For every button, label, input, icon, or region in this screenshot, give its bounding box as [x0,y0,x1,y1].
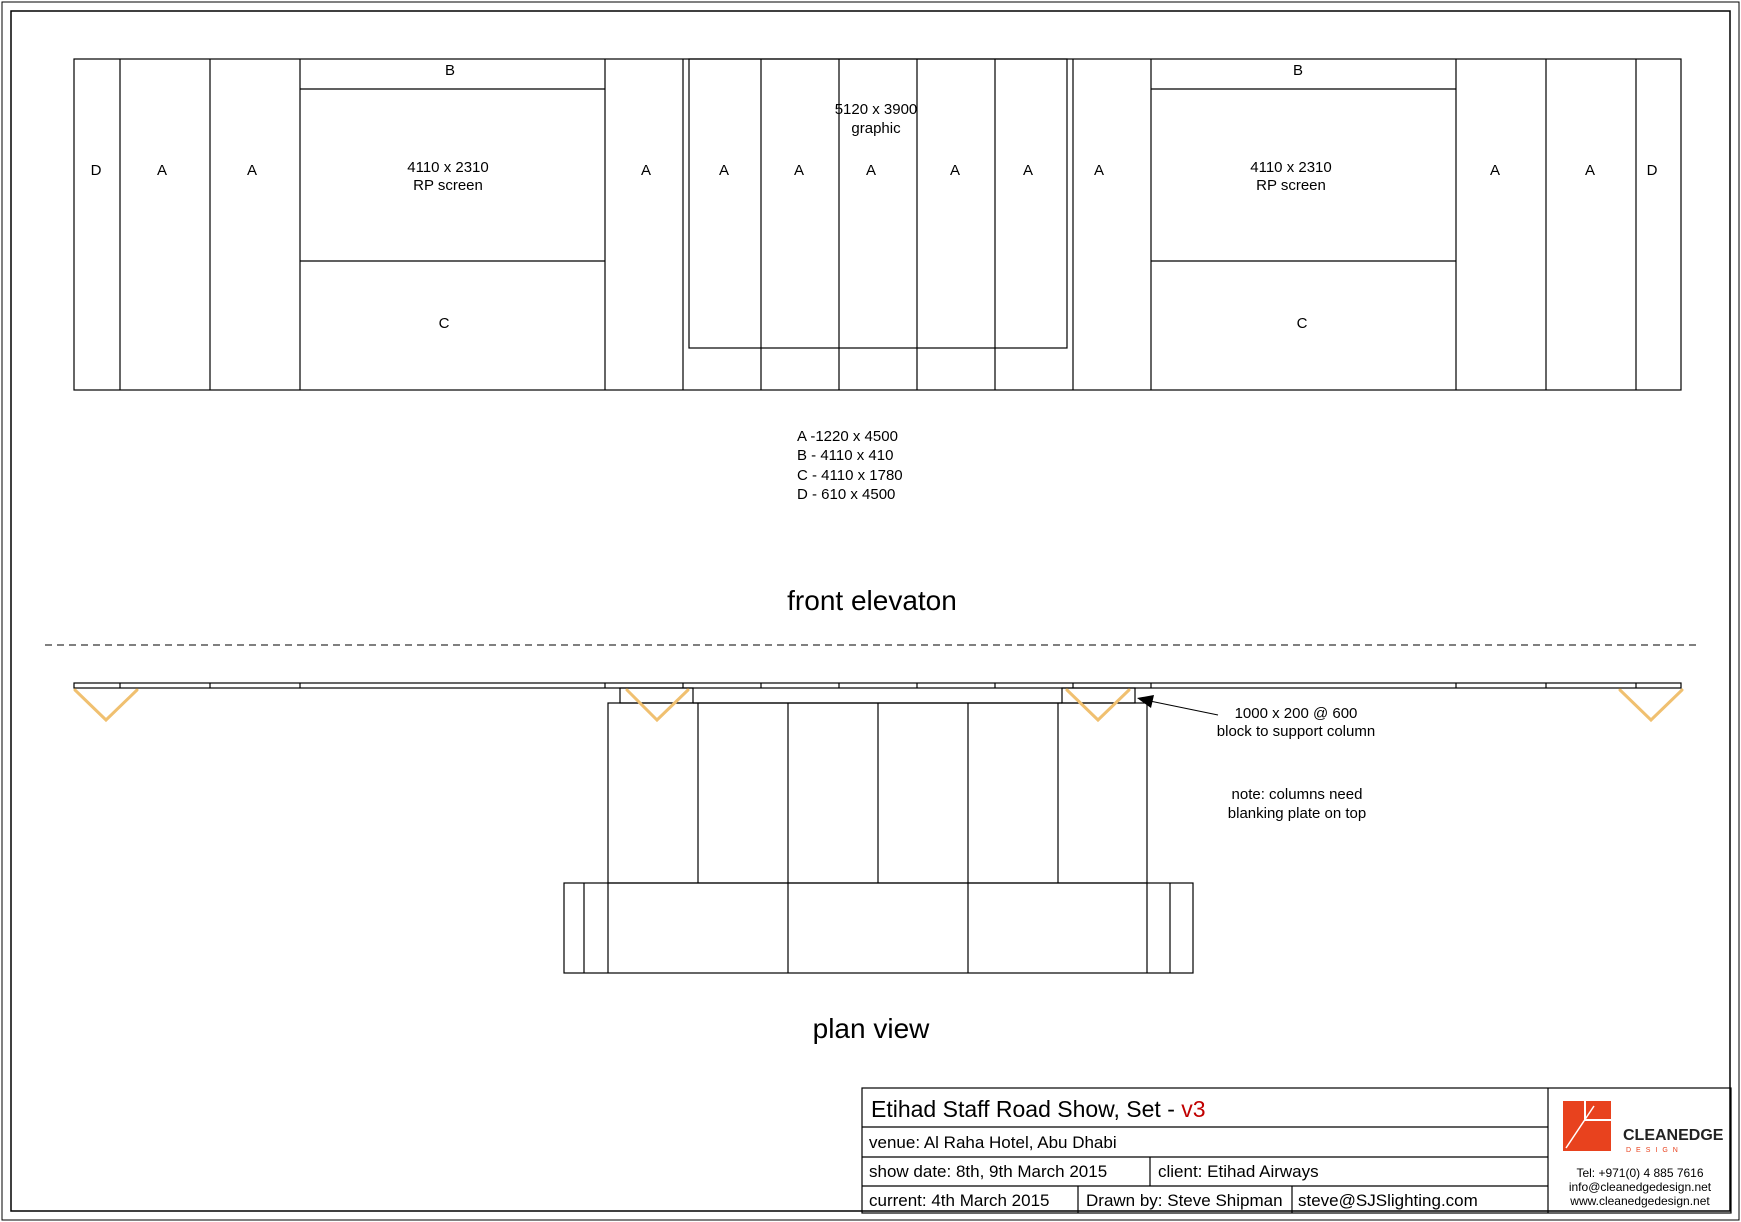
company-logo [1563,1101,1724,1154]
company-contact [1569,1166,1712,1208]
client-text: client: Etihad Airways [1158,1162,1319,1181]
logo-mark [1563,1101,1611,1151]
project-name: Etihad Staff Road Show, Set - [871,1096,1182,1122]
plan-view-title: plan view [812,1013,930,1044]
hinge-bracket-4 [1620,690,1682,720]
screen-right-size: 4110 x 2310 [1250,159,1332,176]
logo-wordmark: CLEANEDGE [1623,1127,1724,1144]
callout-line-1: 1000 x 200 @ 600 [1234,705,1358,722]
hinge-bracket-2 [627,690,688,720]
panel-label-a6: A [1584,162,1596,179]
panel-label-a-c1: A [718,162,730,179]
screen-left-name: RP screen [413,177,483,194]
panel-label-a-c3: A [865,162,877,179]
project-title [871,1096,1206,1122]
company-website: www.cleanedgedesign.net [1570,1194,1710,1208]
graphic-name: graphic [851,120,901,137]
screen-left-size: 4110 x 2310 [407,159,489,176]
callout-arrow [1137,695,1218,715]
plan-notes [1217,705,1375,822]
panel-label-d-right: D [1646,162,1658,179]
panel-label-a2: A [246,162,258,179]
panel-label-a4: A [1093,162,1105,179]
drawn-by-text: Drawn by: Steve Shipman [1086,1191,1283,1210]
panel-label-a3: A [640,162,652,179]
panel-label-c-left: C [438,315,450,332]
company-email: info@cleanedgedesign.net [1568,1180,1712,1194]
plan-view [74,683,1681,973]
panel-label-a-c2: A [793,162,805,179]
screen-right-name: RP screen [1256,177,1326,194]
hinge-bracket-3 [1067,690,1129,720]
elevation-labels [91,62,1658,332]
company-tel: Tel: +971(0) 4 885 7616 [1576,1166,1704,1180]
panel-label-c-right: C [1296,315,1308,332]
note-line-1: note: columns need [1231,786,1363,803]
current-date-text: current: 4th March 2015 [869,1191,1050,1210]
project-version: v3 [1181,1096,1206,1122]
graphic-size: 5120 x 3900 [834,101,918,118]
callout-line-2: block to support column [1216,723,1376,740]
dimension-legend [797,428,903,503]
panel-label-a-c4: A [949,162,961,179]
legend-line-b: B - 4110 x 410 [797,447,894,464]
panel-label-a-c5: A [1022,162,1034,179]
legend-line-d: D - 610 x 4500 [797,486,896,503]
legend-line-a: A -1220 x 4500 [797,428,898,445]
drawn-by-email: steve@SJSlighting.com [1298,1191,1478,1210]
hinge-bracket-1 [75,690,137,720]
front-elevation-title: front elevaton [787,585,957,616]
legend-line-c: C - 4110 x 1780 [797,467,903,484]
venue-text: venue: Al Raha Hotel, Abu Dhabi [869,1133,1117,1152]
panel-label-a1: A [156,162,168,179]
panel-label-b-right: B [1292,62,1304,79]
note-line-2: blanking plate on top [1227,805,1367,822]
panel-label-b-left: B [444,62,456,79]
panel-label-a5: A [1489,162,1501,179]
logo-subtitle: DESIGN [1626,1147,1683,1154]
show-date-text: show date: 8th, 9th March 2015 [869,1162,1108,1181]
panel-label-d-left: D [90,162,102,179]
